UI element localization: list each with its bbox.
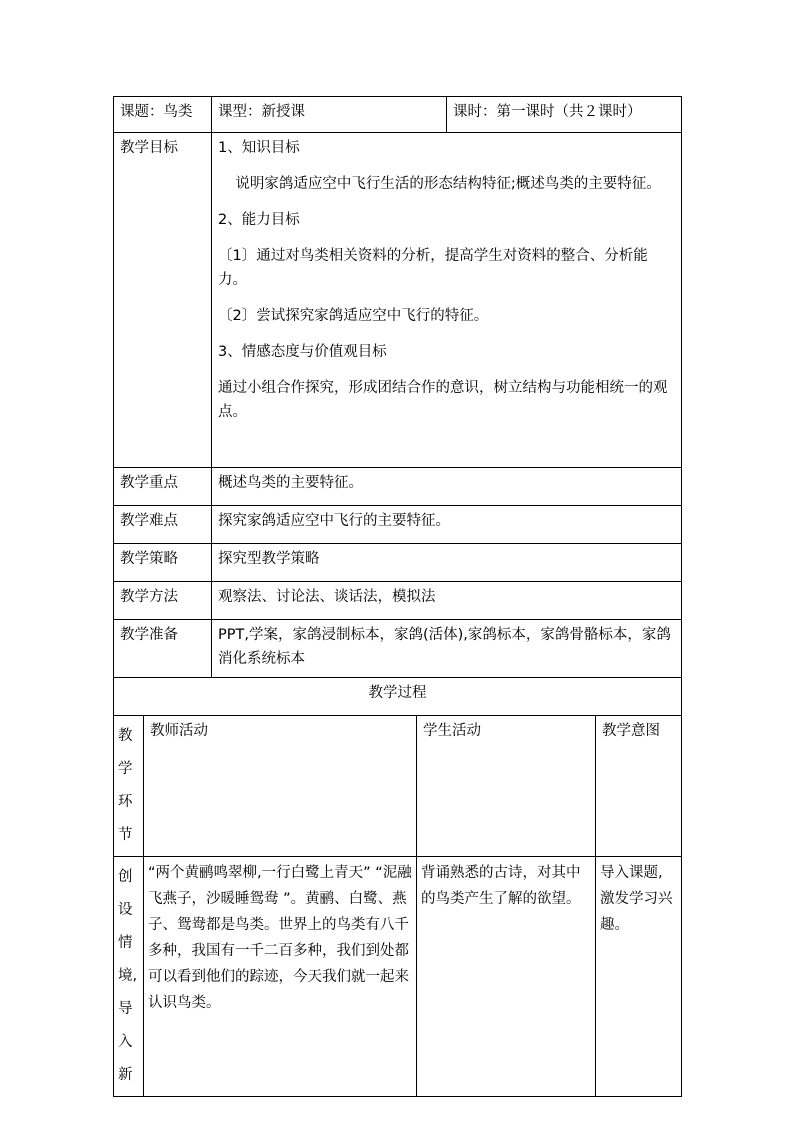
objectives-row (114, 133, 682, 468)
key-point-label: 教学重点 (114, 468, 212, 506)
table-row (114, 857, 682, 1097)
lesson-info-table (113, 96, 682, 678)
key-point-value: 概述鸟类的主要特征。 (212, 468, 682, 506)
emotion-text: 通过小组合作探究，形成团结合作的意识，树立结构与功能相统一的观点。 (218, 380, 668, 420)
ability-item-2: 〔2〕尝试探究家鸽适应空中飞行的特征。 (218, 308, 489, 324)
objectives-label: 教学目标 (114, 133, 212, 468)
preparation-value: PPT,学案，家鸽浸制标本，家鸽(活体),家鸽标本，家鸽骨骼标本，家鸽消化系统标本 (212, 620, 682, 678)
difficulty-row (114, 506, 682, 544)
column-student: 学生活动 (417, 716, 596, 857)
method-value: 观察法、讨论法、谈话法，模拟法 (212, 582, 682, 620)
lesson-plan (113, 96, 681, 1097)
column-stage: 教学环节 (114, 716, 144, 857)
process-title-row (114, 678, 682, 716)
column-intent: 教学意图 (596, 716, 682, 857)
preparation-label: 教学准备 (114, 620, 212, 678)
period-cell: 课时：第一课时（共２课时） (447, 97, 682, 133)
teacher-activity-cell: “两个黄鹂鸣翠柳,一行白鹭上青天” “泥融飞燕子，沙暖睡鸳鸯 ”。黄鹂、白鹭、燕子、鸳鸯都是鸟类。世界上的鸟类有八千多种，我国有一千二百多种，我们到处都可以看到他们的踪迹，今天我们就一起来认识鸟类。 (144, 857, 417, 1097)
header-row (114, 97, 682, 133)
difficulty-value: 探究家鸽适应空中飞行的主要特征。 (212, 506, 682, 544)
knowledge-text: 说明家鸽适应空中飞行生活的形态结构特征;概述鸟类的主要特征。 (235, 176, 661, 192)
strategy-value: 探究型教学策略 (212, 544, 682, 582)
objectives-content (212, 133, 682, 468)
column-teacher: 教师活动 (144, 716, 417, 857)
knowledge-title: 1、知识目标 (218, 140, 300, 156)
process-table (113, 677, 682, 1097)
intent-cell: 导入课题,激发学习兴趣。 (596, 857, 682, 1097)
ability-title: 2、能力目标 (218, 212, 300, 228)
emotion-title: 3、情感态度与价值观目标 (218, 344, 387, 360)
process-header-row (114, 716, 682, 857)
lesson-type-cell: 课型：新授课 (212, 97, 447, 133)
student-activity-cell: 背诵熟悉的古诗，对其中的鸟类产生了解的欲望。 (417, 857, 596, 1097)
ability-item-1: 〔1〕通过对鸟类相关资料的分析，提高学生对资料的整合、分析能力。 (218, 248, 648, 288)
strategy-row (114, 544, 682, 582)
method-row (114, 582, 682, 620)
topic-cell: 课题：鸟类 (114, 97, 212, 133)
stage-cell: 创设情境,导入新 (114, 857, 144, 1097)
key-point-row (114, 468, 682, 506)
process-title: 教学过程 (114, 678, 682, 716)
difficulty-label: 教学难点 (114, 506, 212, 544)
preparation-row (114, 620, 682, 678)
method-label: 教学方法 (114, 582, 212, 620)
strategy-label: 教学策略 (114, 544, 212, 582)
